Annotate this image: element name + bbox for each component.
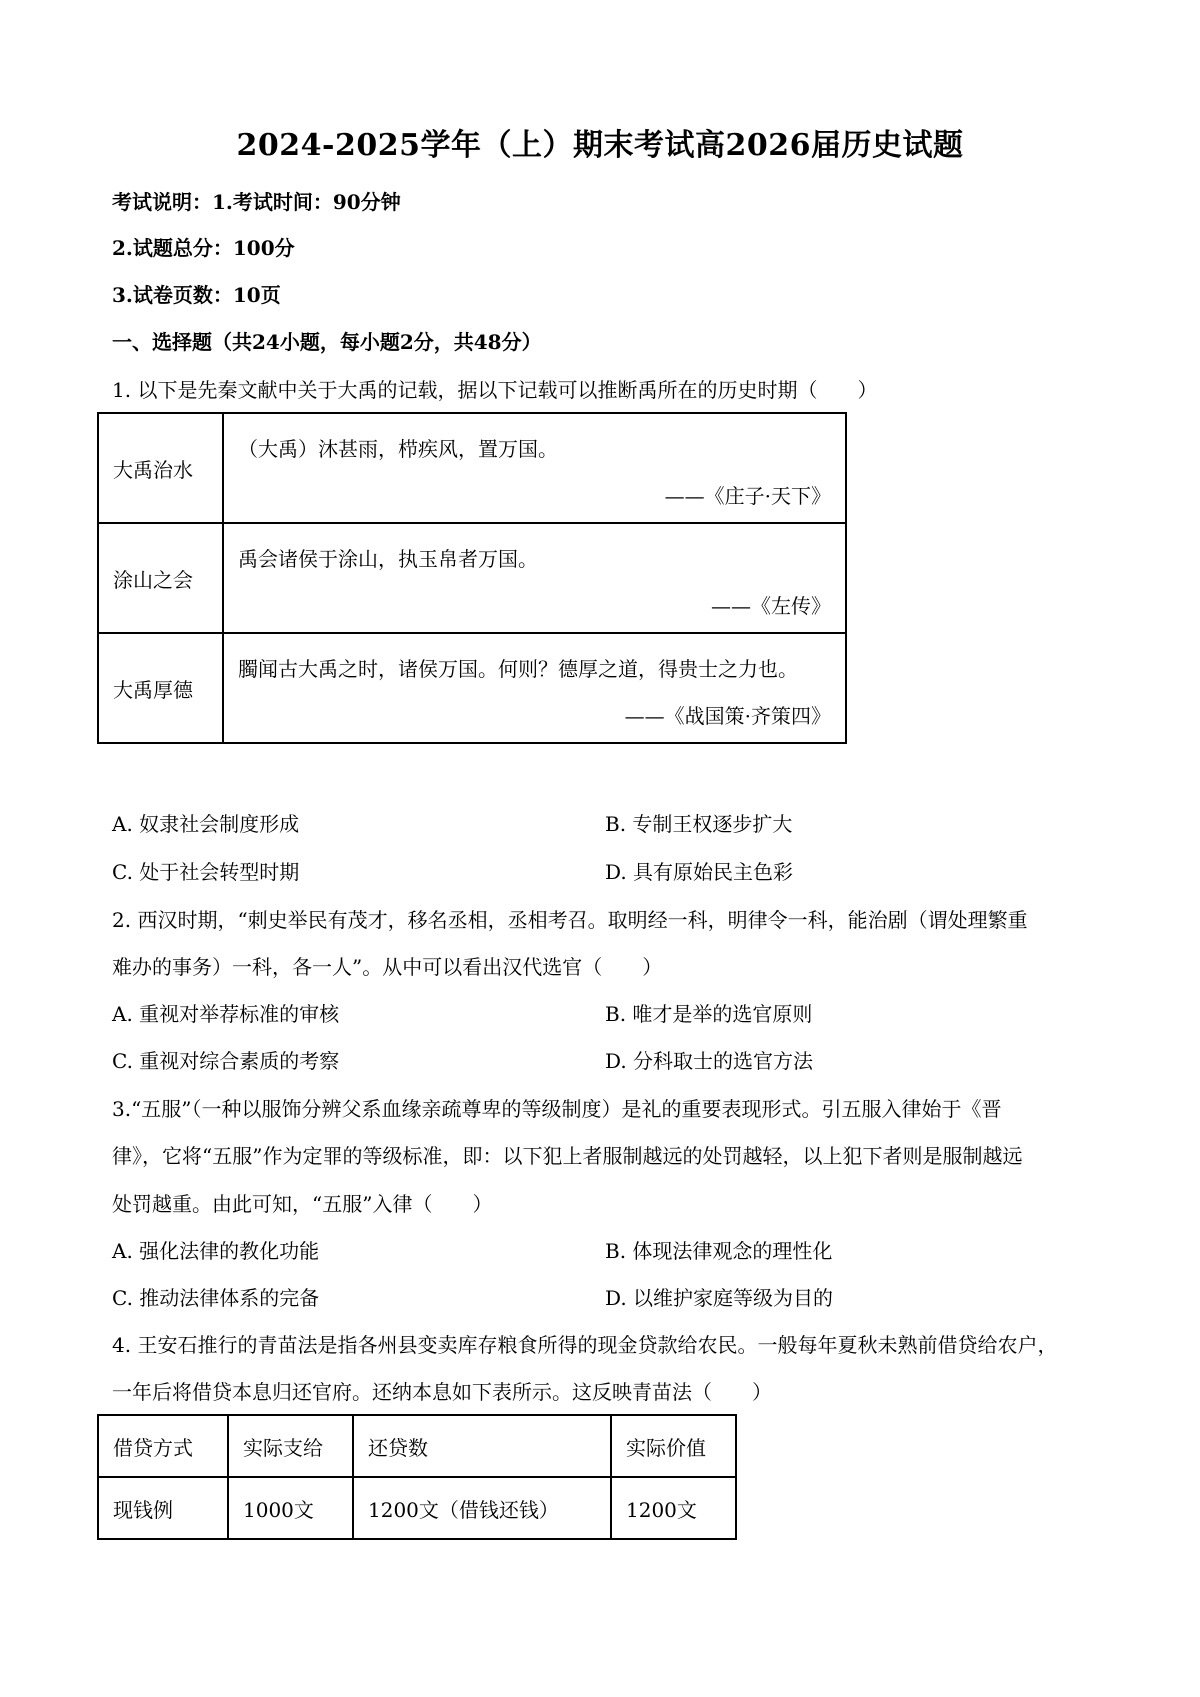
record-name: 大禹治水 xyxy=(98,413,223,523)
record-quote: （大禹）沐甚雨，栉疾风，置万国。 xyxy=(238,437,558,461)
question-3-option-b[interactable]: B. 体现法律观念的理性化 xyxy=(605,1239,833,1263)
question-3-option-c[interactable]: C. 推动法律体系的完备 xyxy=(112,1286,320,1310)
record-source: ——《庄子·天下》 xyxy=(664,484,831,508)
question-3-option-d[interactable]: D. 以维护家庭等级为目的 xyxy=(605,1286,834,1310)
question-4-stem-line-1: 4. 王安石推行的青苗法是指各州县变卖库存粮食所得的现金贷款给农民。一般每年夏秋未熟前借贷给农户， xyxy=(112,1333,1058,1357)
question-3-stem-line-2: 律》，它将“五服”作为定罪的等级标准，即：以下犯上者服制越远的处罚越轻，以上犯下者则是服制越远 xyxy=(112,1144,1023,1168)
table-header-cell: 还贷数 xyxy=(353,1415,611,1477)
table-cell: 1000文 xyxy=(228,1477,353,1539)
record-quote: 臅闻古大禹之时，诸侯万国。何则？德厚之道，得贵士之力也。 xyxy=(238,657,798,681)
record-source: ——《战国策·齐策四》 xyxy=(624,704,831,728)
table-row xyxy=(98,523,846,633)
page-title: 2024-2025学年（上）期末考试高2026届历史试题 xyxy=(236,128,964,163)
table-row xyxy=(98,413,846,523)
question-2-option-b[interactable]: B. 唯才是举的选官原则 xyxy=(605,1002,813,1026)
record-source: ——《左传》 xyxy=(711,594,831,618)
section-title: 一、选择题（共24小题，每小题2分，共48分） xyxy=(112,330,542,354)
question-1-option-a[interactable]: A. 奴隶社会制度形成 xyxy=(112,812,300,836)
table-header-cell: 借贷方式 xyxy=(98,1415,228,1477)
record-content xyxy=(223,413,846,523)
table-cell: 1200文（借钱还钱） xyxy=(353,1477,611,1539)
question-1-table xyxy=(97,412,847,744)
table-header-cell: 实际支给 xyxy=(228,1415,353,1477)
question-1-option-c[interactable]: C. 处于社会转型时期 xyxy=(112,860,300,884)
question-1-option-d[interactable]: D. 具有原始民主色彩 xyxy=(605,860,794,884)
question-3-option-a[interactable]: A. 强化法律的教化功能 xyxy=(112,1239,320,1263)
question-4-table xyxy=(97,1414,737,1540)
exam-instruction-time: 考试说明：1.考试时间：90分钟 xyxy=(112,190,401,214)
question-2-stem-line-1: 2. 西汉时期，“刺史举民有茂才，移名丞相，丞相考召。取明经一科，明律令一科，能治剧（谓处理繁重 xyxy=(112,908,1028,932)
table-row xyxy=(98,1477,736,1539)
table-header-cell: 实际价值 xyxy=(611,1415,736,1477)
question-3-stem-line-1: 3.“五服”（一种以服饰分辨父系血缘亲疏尊卑的等级制度）是礼的重要表现形式。引五服入律始于《晋 xyxy=(112,1097,1002,1121)
table-cell: 1200文 xyxy=(611,1477,736,1539)
question-2-stem-line-2: 难办的事务）一科，各一人”。从中可以看出汉代选官（ ） xyxy=(112,955,663,979)
record-content xyxy=(223,523,846,633)
table-cell: 现钱例 xyxy=(98,1477,228,1539)
record-name: 涂山之会 xyxy=(98,523,223,633)
question-2-option-a[interactable]: A. 重视对举荐标准的审核 xyxy=(112,1002,340,1026)
table-header-row xyxy=(98,1415,736,1477)
table-row xyxy=(98,633,846,743)
exam-instruction-pages: 3.试卷页数：10页 xyxy=(112,283,281,307)
record-name: 大禹厚德 xyxy=(98,633,223,743)
question-1-stem: 1. 以下是先秦文献中关于大禹的记载，据以下记载可以推断禹所在的历史时期（ ） xyxy=(112,378,878,402)
question-4-stem-line-2: 一年后将借贷本息归还官府。还纳本息如下表所示。这反映青苗法（ ） xyxy=(112,1380,772,1404)
question-1-option-b[interactable]: B. 专制王权逐步扩大 xyxy=(605,812,793,836)
record-content xyxy=(223,633,846,743)
question-3-stem-line-3: 处罚越重。由此可知，“五服”入律（ ） xyxy=(112,1192,493,1216)
question-2-option-c[interactable]: C. 重视对综合素质的考察 xyxy=(112,1049,340,1073)
record-quote: 禹会诸侯于涂山，执玉帛者万国。 xyxy=(238,547,538,571)
exam-instruction-score: 2.试题总分：100分 xyxy=(112,236,295,260)
question-2-option-d[interactable]: D. 分科取士的选官方法 xyxy=(605,1049,814,1073)
